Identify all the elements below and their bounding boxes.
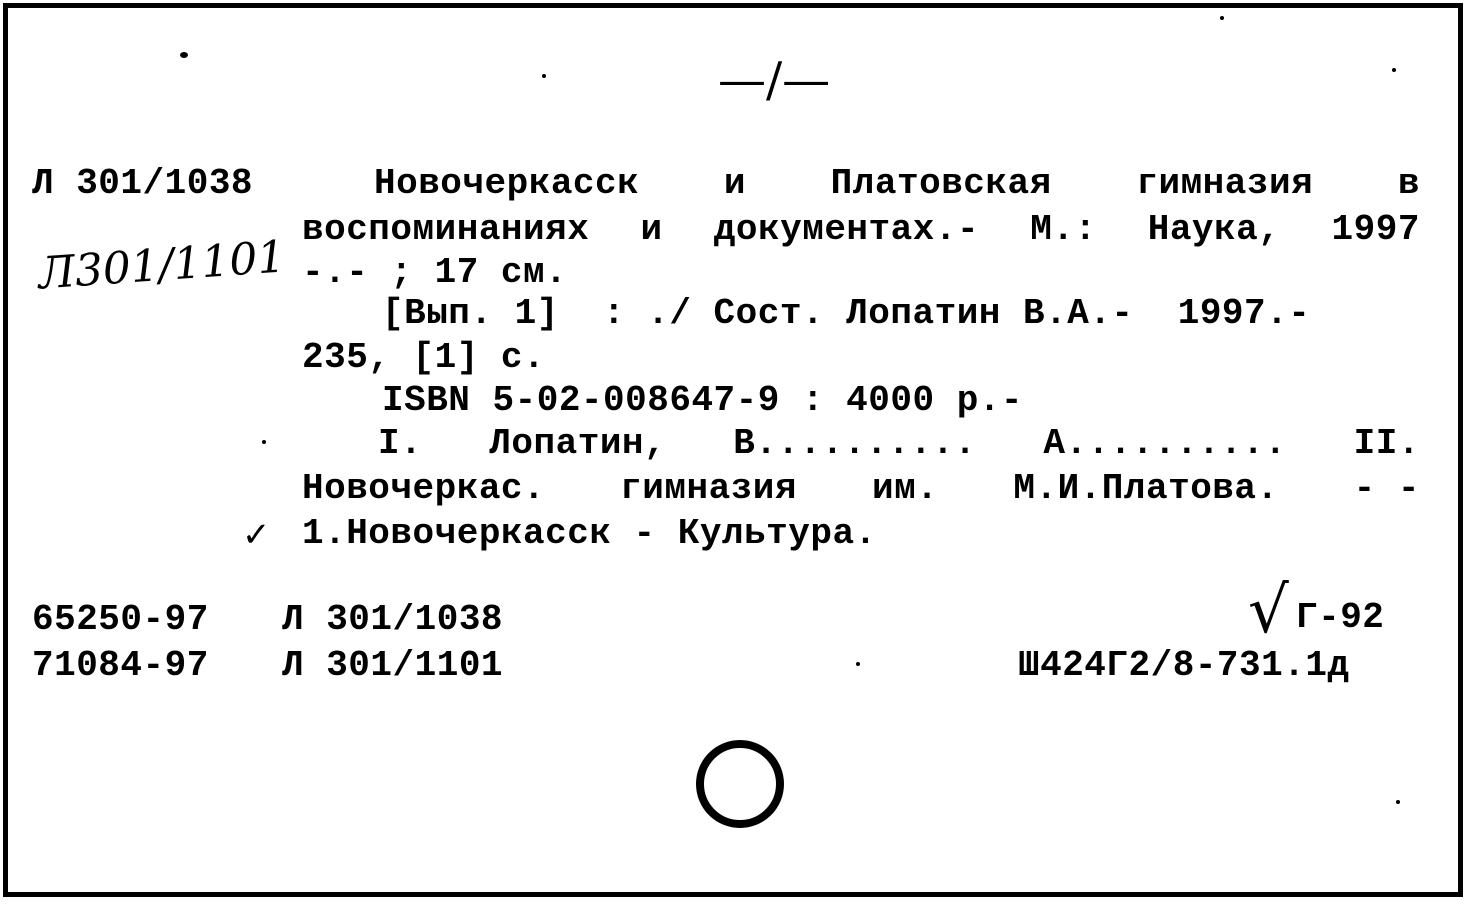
scan-speck [1220, 16, 1224, 20]
entry-word: документах.- [713, 209, 980, 250]
scan-speck [856, 662, 860, 666]
title-word: в [1397, 163, 1420, 204]
entry-word: II. [1353, 423, 1420, 464]
shelfmark-typed: Л 301/1038 [32, 163, 254, 204]
scan-speck [262, 440, 266, 444]
entry-word: Лопатин, [489, 423, 667, 464]
page-number-mark: —/— [718, 52, 831, 108]
class-code-g92: Г-92 [1296, 597, 1385, 638]
entry-word: им. [872, 468, 939, 509]
entry-line-3: -.- ; 17 см. [302, 252, 568, 293]
entry-word: Наука, [1147, 209, 1281, 250]
entry-word: М.: [1030, 209, 1097, 250]
scan-speck [1396, 800, 1400, 804]
check-mark: ✓ [242, 515, 271, 555]
accession-shelfmark: Л 301/1101 [282, 645, 504, 686]
entry-line-1 [302, 163, 1420, 204]
entry-line-2 [302, 209, 1420, 250]
entry-line-4: [Вып. 1] : ./ Сост. Лопатин В.А.- 1997.- [382, 293, 1311, 334]
entry-word: М.И.Платова. [1013, 468, 1279, 509]
entry-word: I. [378, 423, 423, 464]
entry-line-8 [302, 468, 1420, 509]
entry-word: Новочеркас. [302, 468, 546, 509]
class-code-bbk: Ш424Г2/8-731.1д [1018, 645, 1350, 686]
accession-shelfmark: Л 301/1038 [282, 599, 504, 640]
entry-line-6-isbn: ISBN 5-02-008647-9 : 4000 р.- [382, 380, 1024, 421]
checked-symbol: √ [1248, 574, 1289, 648]
title-word: Платовская [830, 163, 1052, 204]
accession-number: 65250-97 [32, 599, 209, 640]
entry-word: В.......... [733, 423, 977, 464]
entry-word: - - [1353, 468, 1420, 509]
scan-speck [542, 74, 546, 78]
entry-line-9-subject: 1.Новочеркасск - Культура. [302, 513, 877, 554]
entry-word: А.......... [1043, 423, 1287, 464]
accession-number: 71084-97 [32, 645, 209, 686]
entry-word: 1997 [1331, 209, 1420, 250]
scan-speck [1392, 68, 1396, 72]
entry-word: гимназия [620, 468, 797, 509]
title-word: и [723, 163, 747, 204]
shelfmark-handwritten: Л301/1101 [36, 231, 287, 300]
entry-word: и [640, 209, 663, 250]
title-word: Новочеркасск [374, 163, 640, 204]
scan-speck [180, 52, 188, 58]
entry-line-7 [302, 423, 1420, 464]
title-word: гимназия [1136, 163, 1314, 204]
entry-line-5: 235, [1] с. [302, 337, 546, 378]
entry-word: воспоминаниях [302, 209, 590, 250]
card-hole-icon [688, 734, 798, 844]
